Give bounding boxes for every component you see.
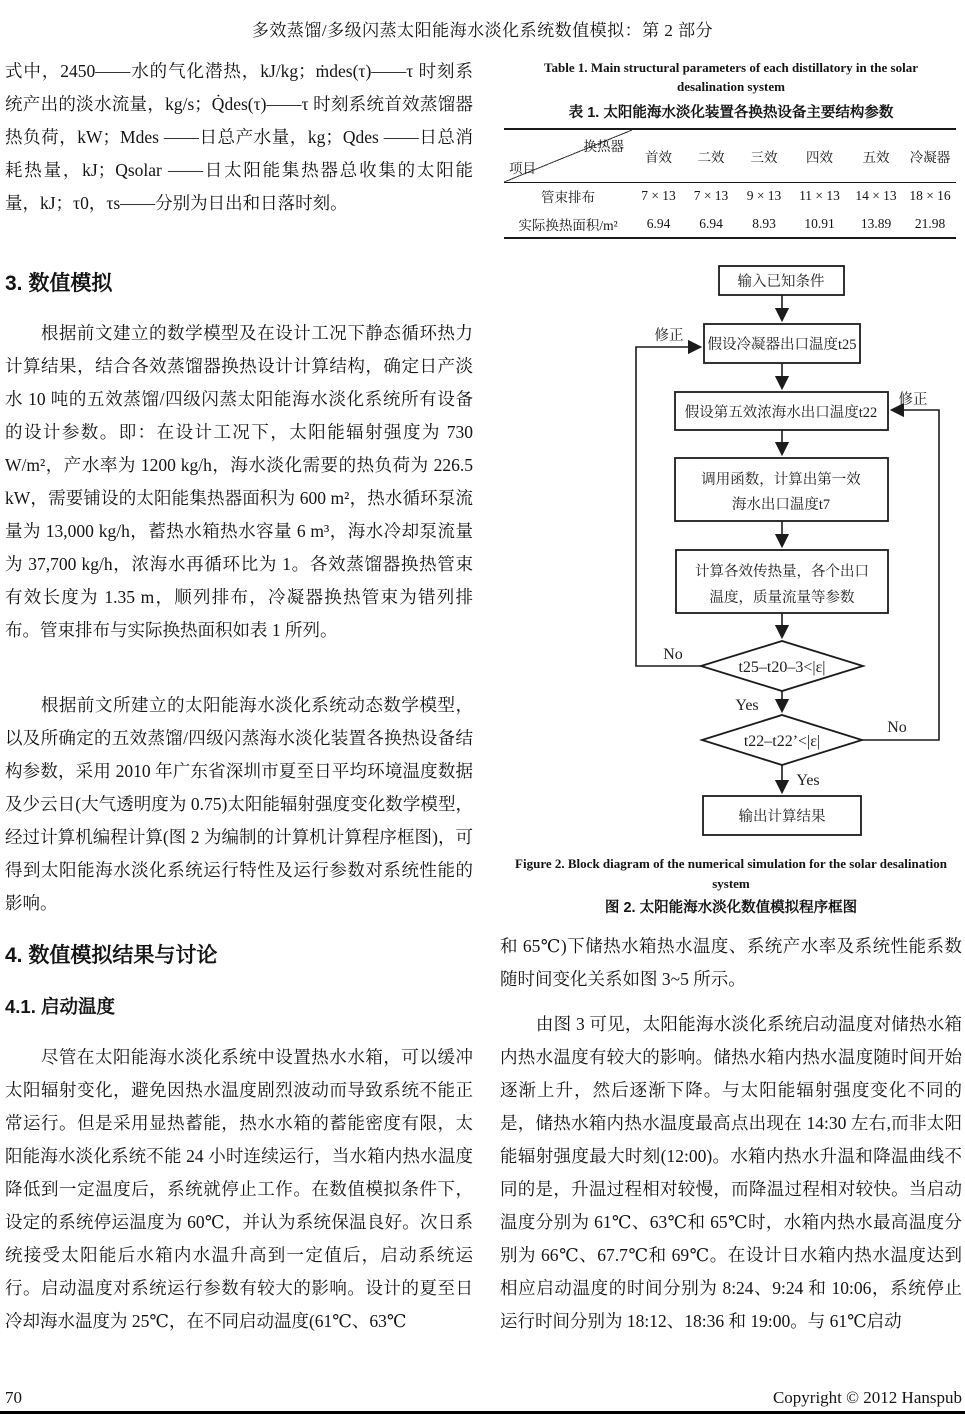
table1-cell: 13.89 [860,215,892,231]
flow-node-assume-t22-label: 假设第五效浓海水出口温度t22 [684,405,878,421]
table1-corner-label-exchanger: 换热器 [583,139,624,154]
table1-cell: 6.94 [699,215,723,231]
table1-caption-chinese: 表 1. 太阳能海水淡化装置各换热设备主要结构参数 [568,105,894,121]
table1-cell: 7 × 13 [693,188,729,204]
table1-cell: 10.91 [804,215,835,231]
table1-cell: 21.98 [914,215,946,231]
section-3-heading: 3. 数值模拟 [5,272,113,295]
flow-label-fix-left: 修正 [654,328,684,344]
flow-node-calc-first-line1: 调用函数，计算出第一效 [701,472,861,488]
flow-label-yes1: Yes [735,697,759,714]
table1-corner-label-item: 项目 [509,160,536,176]
table1-cell: 11 × 13 [799,188,840,204]
flow-label-fix-right: 修正 [898,392,928,408]
flow-node-calc-all-line2: 温度，质量流量等参数 [709,590,855,606]
table1-cell: 14 × 13 [855,188,897,204]
flow-node-assume-t25-label: 假设冷凝器出口温度t25 [707,337,857,353]
table1-cell: 18 × 16 [909,188,951,204]
figure2-caption-chinese: 图 2. 太阳能海水淡化数值模拟程序框图 [604,900,858,916]
flow-decision-cond1-label: t25–t20–3<|ε| [738,659,826,676]
flow-node-start-label: 输入已知条件 [737,274,825,290]
page-number: 70 [5,1388,22,1407]
flow-node-output-label: 输出计算结果 [738,809,826,825]
section-4-1-heading: 4.1. 启动温度 [5,996,115,1017]
table1-row-label: 实际换热面积/m² [518,217,618,233]
right-paragraph-1: 和 65℃)下储热水箱热水温度、系统产水率及系统性能系数随时间变化关系如图 3~5 所示。 [500,936,962,989]
paper-running-title: 多效蒸馏/多级闪蒸太阳能海水淡化系统数值模拟：第 2 部分 [251,21,714,40]
flow-loop-left-no [636,347,701,666]
flow-decision-cond2-label: t22–t22’<|ε| [743,733,821,750]
figure2-caption-english: Figure 2. Block diagram of the numerical simulation for the solar desalination system [515,856,947,891]
table1-row-label: 管束排布 [541,190,595,206]
right-paragraph-2: 由图 3 可见，太阳能海水淡化系统启动温度对储热水箱内热水温度有较大的影响。储热水箱内热水温度随时间开始逐渐上升，然后逐渐下降。与太阳能辐射强度变化不同的是，储热水箱内热水温度最高点出现在 14:30 左右,而非太阳能辐射强度最大时刻(12:00)。水箱内热水升温和降温曲线不同的是，升温过程相对较慢，而降温过程相对较快。当启动温度分别为 61℃、63℃和 65℃时，水箱内热水最高温度分别为 66℃、67.7℃和 69℃。在设计日水箱内热水温度达到相应启动温度的时间分别为 8:24、9:24 和 10:06，系统停止运行时间分别为 18:12、18:36 和 19:00。与 61℃启动 [500,1014,962,1331]
table1-col-header: 冷凝器 [909,149,951,165]
flow-node-calc-all-line1: 计算各效传热量，各个出口 [695,564,869,580]
figure2-flowchart [560,258,965,848]
table1-header-row [504,129,956,182]
table1-caption-english: Table 1. Main structural parameters of each distillatory in the solar desalination system [544,60,918,94]
section-4-heading: 4. 数值模拟结果与讨论 [5,944,218,967]
table1-cell: 7 × 13 [641,188,676,204]
table1-cell: 8.93 [752,215,776,231]
flow-loop-right-no [862,410,939,740]
paragraph-symbol-definitions: 式中，2450——水的气化潜热，kJ/kg；ṁdes(τ)——τ 时刻系统产出的淡水流量，kg/s；Q̇des(τ)——τ 时刻系统首效蒸馏器热负荷，kW；Mdes ——日总产水量，kg；Qdes ——日总消耗热量，kJ；Qsolar ——日太阳能集热器总收集的太阳能量，kJ；τ0，τs——分别为日出和日落时刻。 [5,61,473,213]
table1-col-header: 三效 [750,149,778,165]
table-row [504,210,956,238]
table1-col-header: 五效 [862,149,890,165]
flow-label-no1: No [663,646,683,663]
table-row [504,182,956,210]
table1 [504,128,956,239]
copyright-notice: Copyright © 2012 Hanspub [772,1388,962,1407]
section-3-paragraph-1: 根据前文建立的数学模型及在设计工况下静态循环热力计算结果，结合各效蒸馏器换热设计计算结构，确定日产淡水 10 吨的五效蒸馏/四级闪蒸太阳能海水淡化系统所有设备的设计参数。即：在设计工况下，太阳能辐射强度为 730 W/m²，产水率为 1200 kg/h，海水淡化需要的热负荷为 226.5 kW，需要铺设的太阳能集热器面积为 600 m²，热水循环泵流量为 13,000 kg/h，蓄热水箱热水容量 6 m³，海水冷却泵流量为 37,700 kg/h，浓海水再循环比为 1。各效蒸馏器换热管束有效长度为 1.35 m，顺列排布，冷凝器换热管束为错列排布。管束排布与实际换热面积如表 1 所列。 [5,323,473,640]
flow-node-calc-first-line2: 海水出口温度t7 [731,497,831,513]
table1-corner-cell [504,129,632,182]
table1-col-header: 四效 [806,149,833,165]
section-3-paragraph-2: 根据前文所建立的太阳能海水淡化系统动态数学模型，以及所确定的五效蒸馏/四级闪蒸海水淡化装置各换热设备结构参数，采用 2010 年广东省深圳市夏至日平均环境温度数据及少云日(大气透明度为 0.75)太阳能辐射强度变化数学模型，经过计算机编程计算(图 2 为编制的计算机计算程序框图)，可得到太阳能海水淡化系统运行特性及运行参数对系统性能的影响。 [5,695,473,913]
table1-cell: 9 × 13 [746,188,782,204]
table1-cell: 6.94 [646,215,671,231]
section-4-1-paragraph: 尽管在太阳能海水淡化系统中设置热水水箱，可以缓冲太阳辐射变化，避免因热水温度剧烈波动而导致系统不能正常运行。但是采用显热蓄能，热水水箱的蓄能密度有限，太阳能海水淡化系统不能 24 小时连续运行，当水箱内热水温度降低到一定温度后，系统就停止工作。在数值模拟条件下，设定的系统停运温度为 60℃，并认为系统保温良好。次日系统接受太阳能后水箱内水温升高到一定值后，启动系统运行。启动温度对系统运行参数有较大的影响。设计的夏至日冷却海水温度为 25℃，在不同启动温度(61℃、63℃ [5,1047,473,1331]
table1-col-header: 首效 [645,149,672,165]
table1-col-header: 二效 [697,149,725,165]
flow-label-no2: No [887,719,907,736]
flow-label-yes2: Yes [796,772,820,789]
